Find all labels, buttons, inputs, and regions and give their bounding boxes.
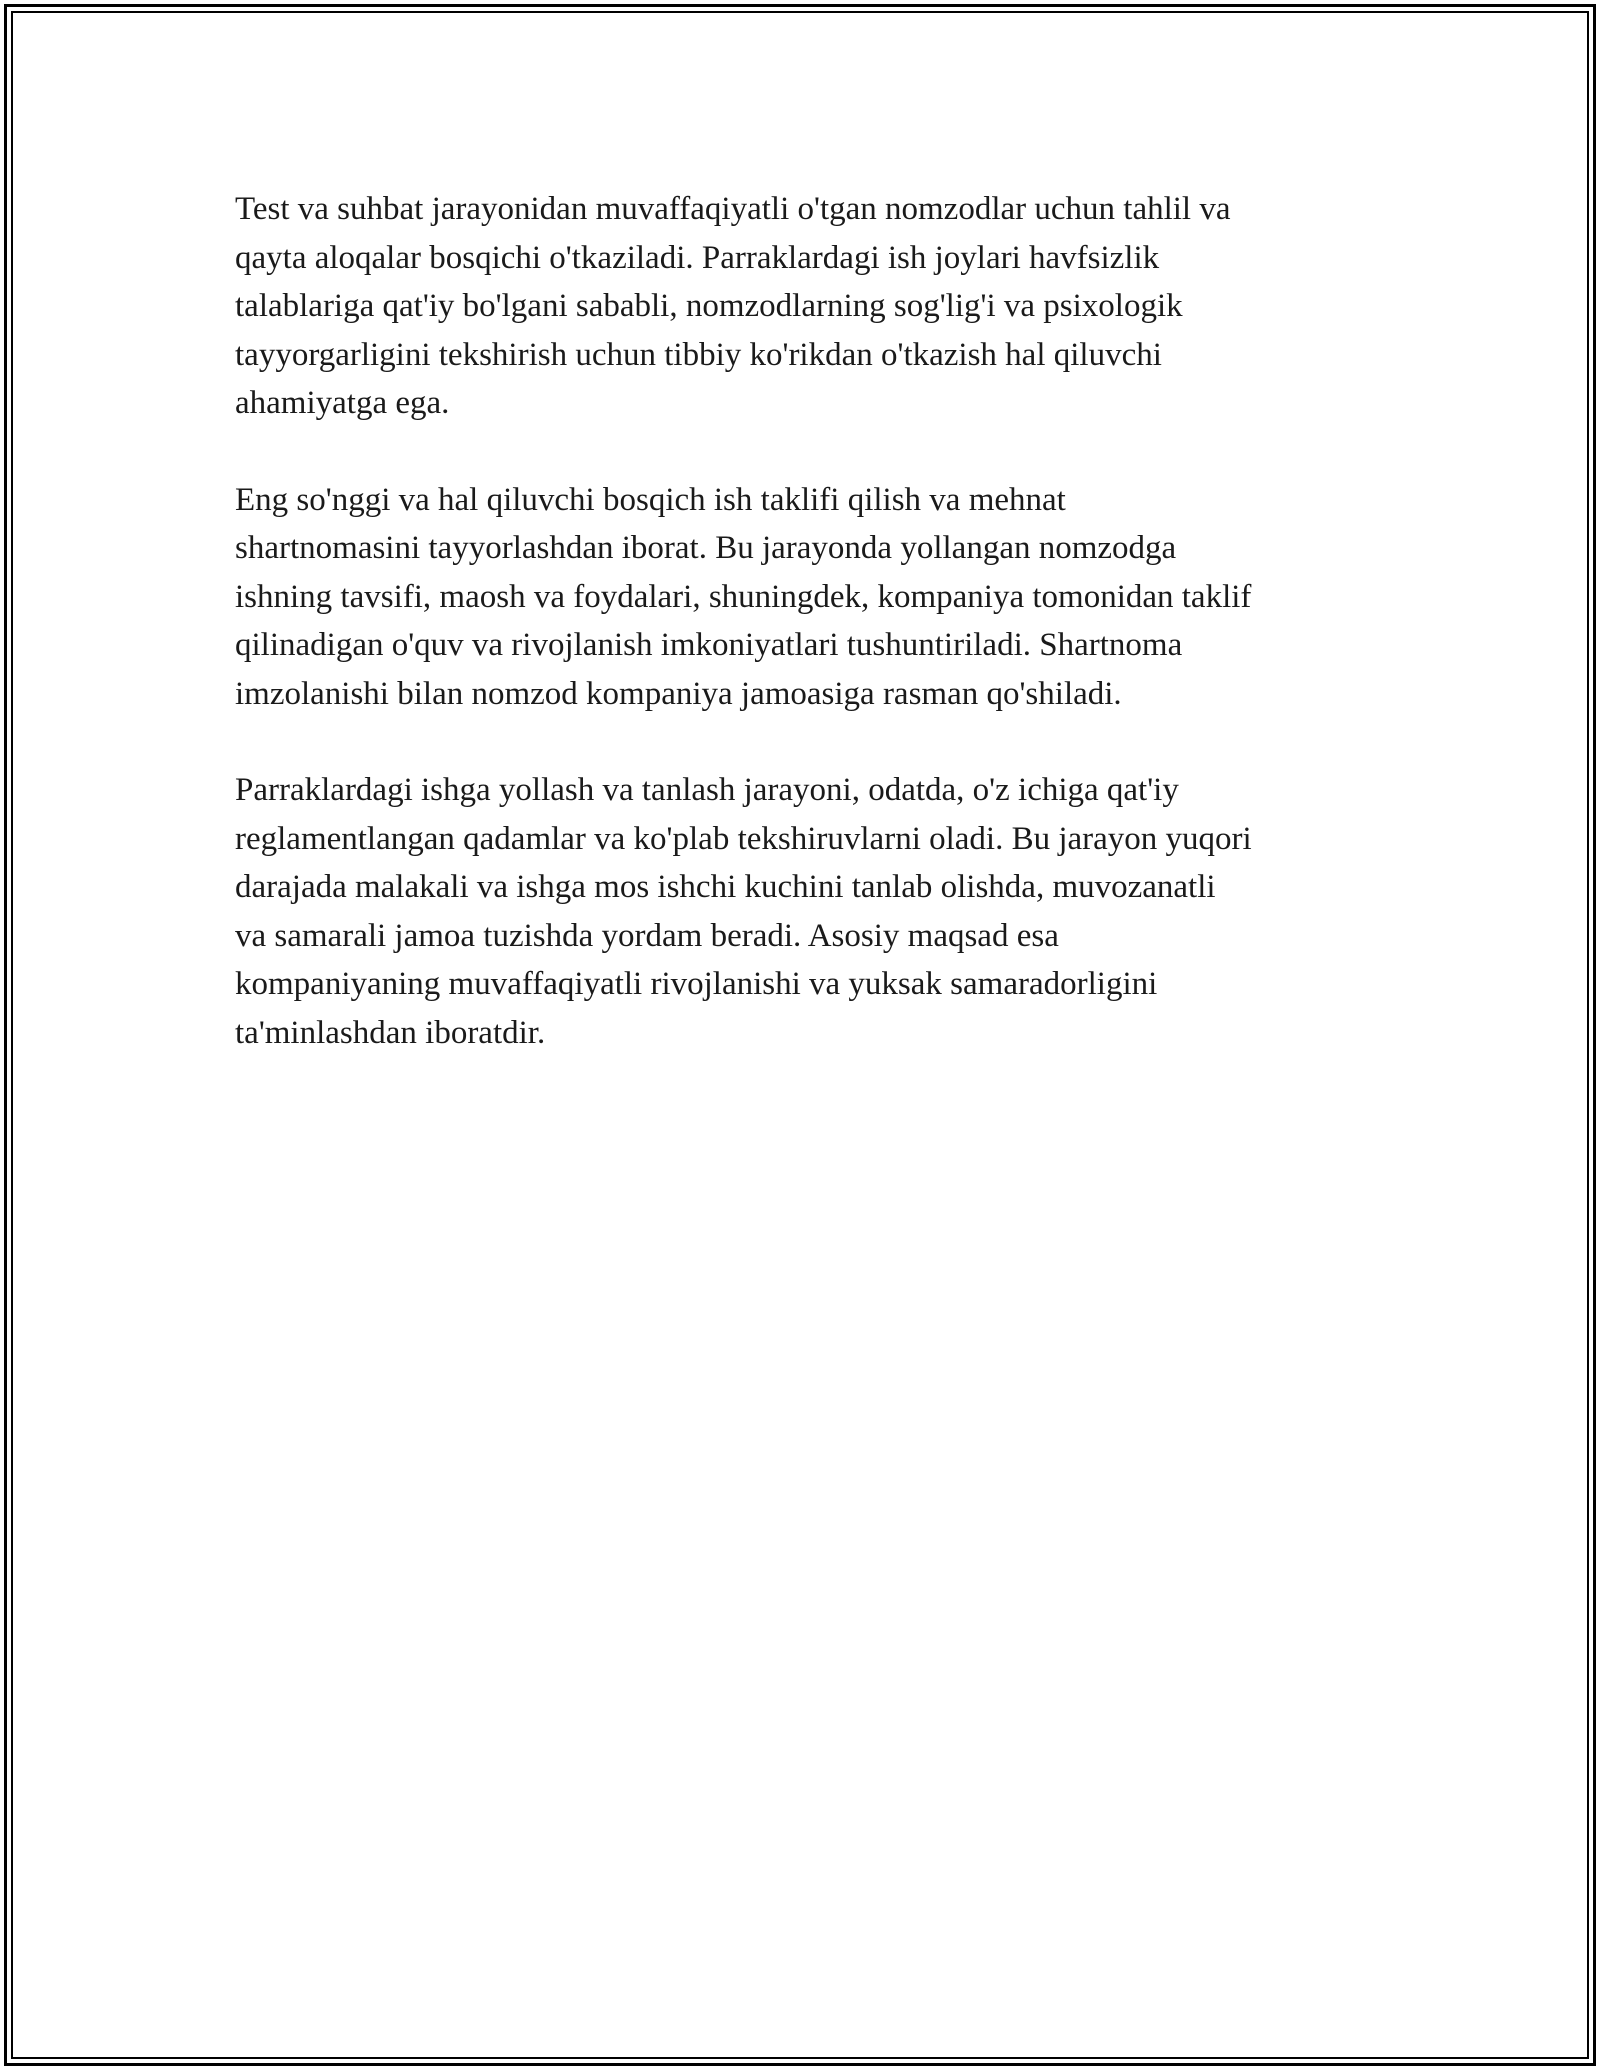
paragraph-line: Test va suhbat jarayonidan muvaffaqiyatli o'tgan nomzodlar uchun tahlil va <box>235 191 1231 227</box>
paragraph-line: Eng so'nggi va hal qiluvchi bosqich ish taklifi qilish va mehnat <box>235 481 1066 518</box>
paragraph-line: talablariga qat'iy bo'lgani sababli, nomzodlarning sog'lig'i va psixologik <box>235 288 1183 324</box>
document-body <box>235 185 1375 1105</box>
paragraph-line: Parraklardagi ishga yollash va tanlash jarayoni, odatda, o'z ichiga qat'iy <box>235 772 1179 808</box>
paragraph-line: darajada malakali va ishga mos ishchi kuchini tanlab olishda, muvozanatli <box>235 869 1216 905</box>
paragraph-line: shartnomasini tayyorlashdan iborat. Bu jarayonda yollangan nomzodga <box>235 530 1177 566</box>
paragraph-line: reglamentlangan qadamlar va ko'plab tekshiruvlarni oladi. Bu jarayon yuqori <box>235 820 1252 857</box>
paragraph-line: kompaniyaning muvaffaqiyatli rivojlanishi va yuksak samaradorligini <box>235 966 1158 1002</box>
paragraph-line: imzolanishi bilan nomzod kompaniya jamoasiga rasman qo'shiladi. <box>235 675 1122 712</box>
paragraph-line: tayyorgarligini tekshirish uchun tibbiy ko'rikdan o'tkazish hal qiluvchi <box>235 336 1162 373</box>
paragraph-1 <box>235 185 1375 428</box>
paragraph-line: qilinadigan o'quv va rivojlanish imkoniyatlari tushuntiriladi. Shartnoma <box>235 627 1183 663</box>
paragraph-3 <box>235 766 1375 1057</box>
paragraph-line: qayta aloqalar bosqichi o'tkaziladi. Parraklardagi ish joylari havfsizlik <box>235 239 1160 276</box>
paragraph-2 <box>235 476 1375 719</box>
paragraph-line: ahamiyatga ega. <box>235 385 450 421</box>
paragraph-line: ta'minlashdan iboratdir. <box>235 1014 546 1051</box>
paragraph-line: ishning tavsifi, maosh va foydalari, shuningdek, kompaniya tomonidan taklif <box>235 578 1252 615</box>
paragraph-line: va samarali jamoa tuzishda yordam beradi. Asosiy maqsad esa <box>235 917 1059 954</box>
